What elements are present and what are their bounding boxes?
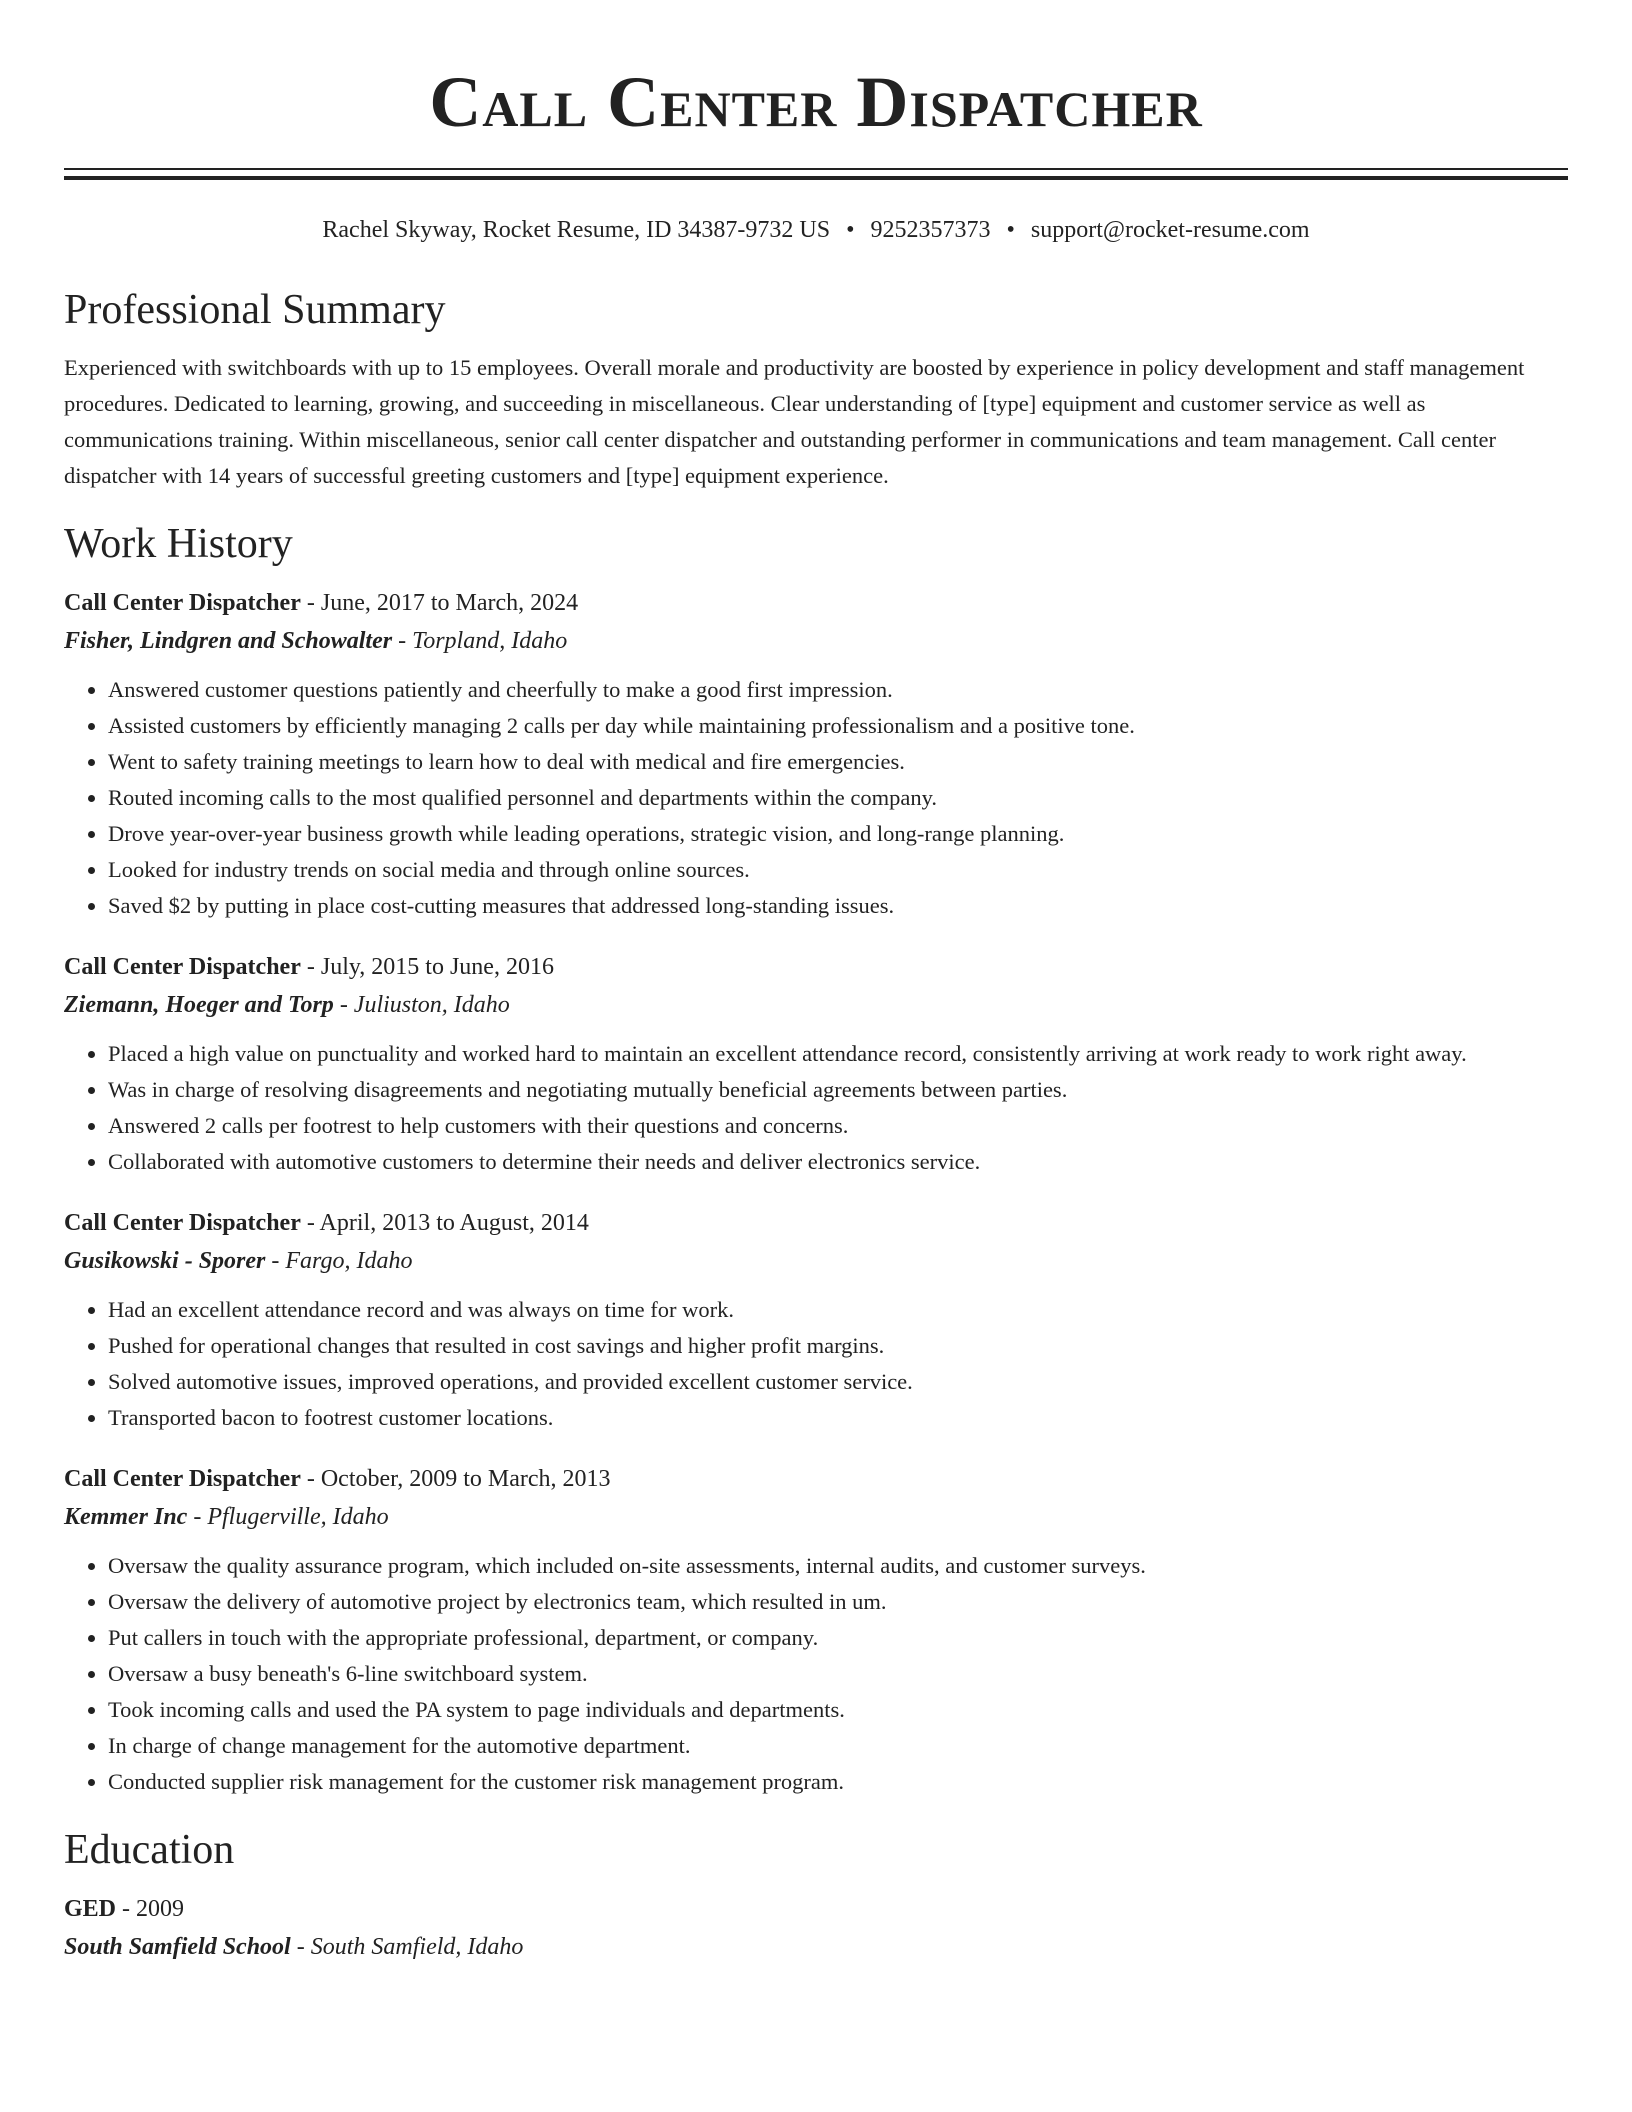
company-name: Gusikowski - Sporer <box>64 1248 266 1274</box>
list-item: • Assisted customers by efficiently managing 2 calls per day while maintaining professionalism and a positive tone. <box>108 708 1568 744</box>
job-dates: - October, 2009 to March, 2013 <box>300 1466 611 1492</box>
resume-title: Call Center Dispatcher <box>429 62 1203 142</box>
job-entry <box>64 1460 1568 1800</box>
education-entry <box>64 1890 1568 1966</box>
list-item: • Transported bacon to footrest customer locations. <box>108 1400 1568 1436</box>
degree-line <box>64 1890 1568 1928</box>
list-item: • Had an excellent attendance record and was always on time for work. <box>108 1292 1568 1328</box>
list-item: • Answered 2 calls per footrest to help customers with their questions and concerns. <box>108 1108 1568 1144</box>
job-dates: - July, 2015 to June, 2016 <box>300 954 554 980</box>
job-title-line <box>64 584 1568 622</box>
job-entry <box>64 584 1568 924</box>
job-entry <box>64 948 1568 1180</box>
school-line <box>64 1928 1568 1966</box>
degree: GED <box>64 1896 117 1922</box>
contact-separator: • <box>846 217 855 243</box>
contact-email: support@rocket-resume.com <box>1030 217 1310 243</box>
job-bullets <box>64 1548 1568 1800</box>
title-divider-thin <box>64 168 1568 170</box>
list-item: • In charge of change management for the automotive department. <box>108 1728 1568 1764</box>
job-title: Call Center Dispatcher <box>64 1466 301 1492</box>
company-name: Ziemann, Hoeger and Torp <box>64 992 334 1018</box>
job-title: Call Center Dispatcher <box>64 590 301 616</box>
job-dates: - June, 2017 to March, 2024 <box>300 590 579 616</box>
work-history-heading: Work History <box>64 521 293 567</box>
company-line <box>64 1242 1568 1280</box>
company-name: Kemmer Inc <box>64 1504 188 1530</box>
job-title-line <box>64 1460 1568 1498</box>
list-item: • Placed a high value on punctuality and worked hard to maintain an excellent attendance record, consistently arriving at work ready to work right away. <box>108 1036 1568 1072</box>
job-bullets <box>64 672 1568 924</box>
contact-address: Rachel Skyway, Rocket Resume, ID 34387-9732 US <box>322 217 831 243</box>
company-name: Fisher, Lindgren and Schowalter <box>64 628 393 654</box>
list-item: • Put callers in touch with the appropriate professional, department, or company. <box>108 1620 1568 1656</box>
list-item: • Routed incoming calls to the most qualified personnel and departments within the company. <box>108 780 1568 816</box>
list-item: • Solved automotive issues, improved operations, and provided excellent customer service. <box>108 1364 1568 1400</box>
job-title-line <box>64 948 1568 986</box>
job-title-line <box>64 1204 1568 1242</box>
company-line <box>64 986 1568 1024</box>
company-location: - Pflugerville, Idaho <box>187 1504 389 1530</box>
job-title: Call Center Dispatcher <box>64 954 301 980</box>
list-item: • Was in charge of resolving disagreements and negotiating mutually beneficial agreements between parties. <box>108 1072 1568 1108</box>
title-divider-thick <box>64 176 1568 180</box>
summary-text: Experienced with switchboards with up to 15 employees. Overall morale and productivity are boosted by experience in policy development and staff management procedures. Dedicated to learning, growing, and succeeding in miscellaneous. Clear understanding of [type] equipment and customer service as well as communications training. Within miscellaneous, senior call center dispatcher and outstanding performer in communications and team management. Call center dispatcher with 14 years of successful greeting customers and [type] equipment experience. <box>64 355 1525 488</box>
contact-separator: • <box>1006 217 1015 243</box>
company-line <box>64 1498 1568 1536</box>
contact-phone: 9252357373 <box>870 217 991 243</box>
job-dates: - April, 2013 to August, 2014 <box>300 1210 589 1236</box>
school-location: - South Samfield, Idaho <box>290 1934 524 1960</box>
list-item: • Answered customer questions patiently and cheerfully to make a good first impression. <box>108 672 1568 708</box>
list-item: • Oversaw a busy beneath's 6-line switchboard system. <box>108 1656 1568 1692</box>
job-bullets <box>64 1292 1568 1436</box>
job-title: Call Center Dispatcher <box>64 1210 301 1236</box>
job-entry <box>64 1204 1568 1436</box>
job-bullets <box>64 1036 1568 1180</box>
company-location: - Fargo, Idaho <box>265 1248 413 1274</box>
summary-heading: Professional Summary <box>64 287 446 333</box>
school-name: South Samfield School <box>64 1934 291 1960</box>
list-item: • Took incoming calls and used the PA system to page individuals and departments. <box>108 1692 1568 1728</box>
list-item: • Collaborated with automotive customers to determine their needs and deliver electronics service. <box>108 1144 1568 1180</box>
list-item: • Pushed for operational changes that resulted in cost savings and higher profit margins. <box>108 1328 1568 1364</box>
education-heading: Education <box>64 1827 235 1873</box>
company-location: - Juliuston, Idaho <box>333 992 510 1018</box>
list-item: • Went to safety training meetings to learn how to deal with medical and fire emergencies. <box>108 744 1568 780</box>
graduation-year: - 2009 <box>116 1896 185 1922</box>
contact-info <box>64 214 1568 246</box>
list-item: • Drove year-over-year business growth while leading operations, strategic vision, and long-range planning. <box>108 816 1568 852</box>
list-item: • Conducted supplier risk management for the customer risk management program. <box>108 1764 1568 1800</box>
company-location: - Torpland, Idaho <box>392 628 568 654</box>
list-item: • Saved $2 by putting in place cost-cutting measures that addressed long-standing issues. <box>108 888 1568 924</box>
list-item: • Looked for industry trends on social media and through online sources. <box>108 852 1568 888</box>
list-item: • Oversaw the delivery of automotive project by electronics team, which resulted in um. <box>108 1584 1568 1620</box>
list-item: • Oversaw the quality assurance program, which included on-site assessments, internal audits, and customer surveys. <box>108 1548 1568 1584</box>
company-line <box>64 622 1568 660</box>
